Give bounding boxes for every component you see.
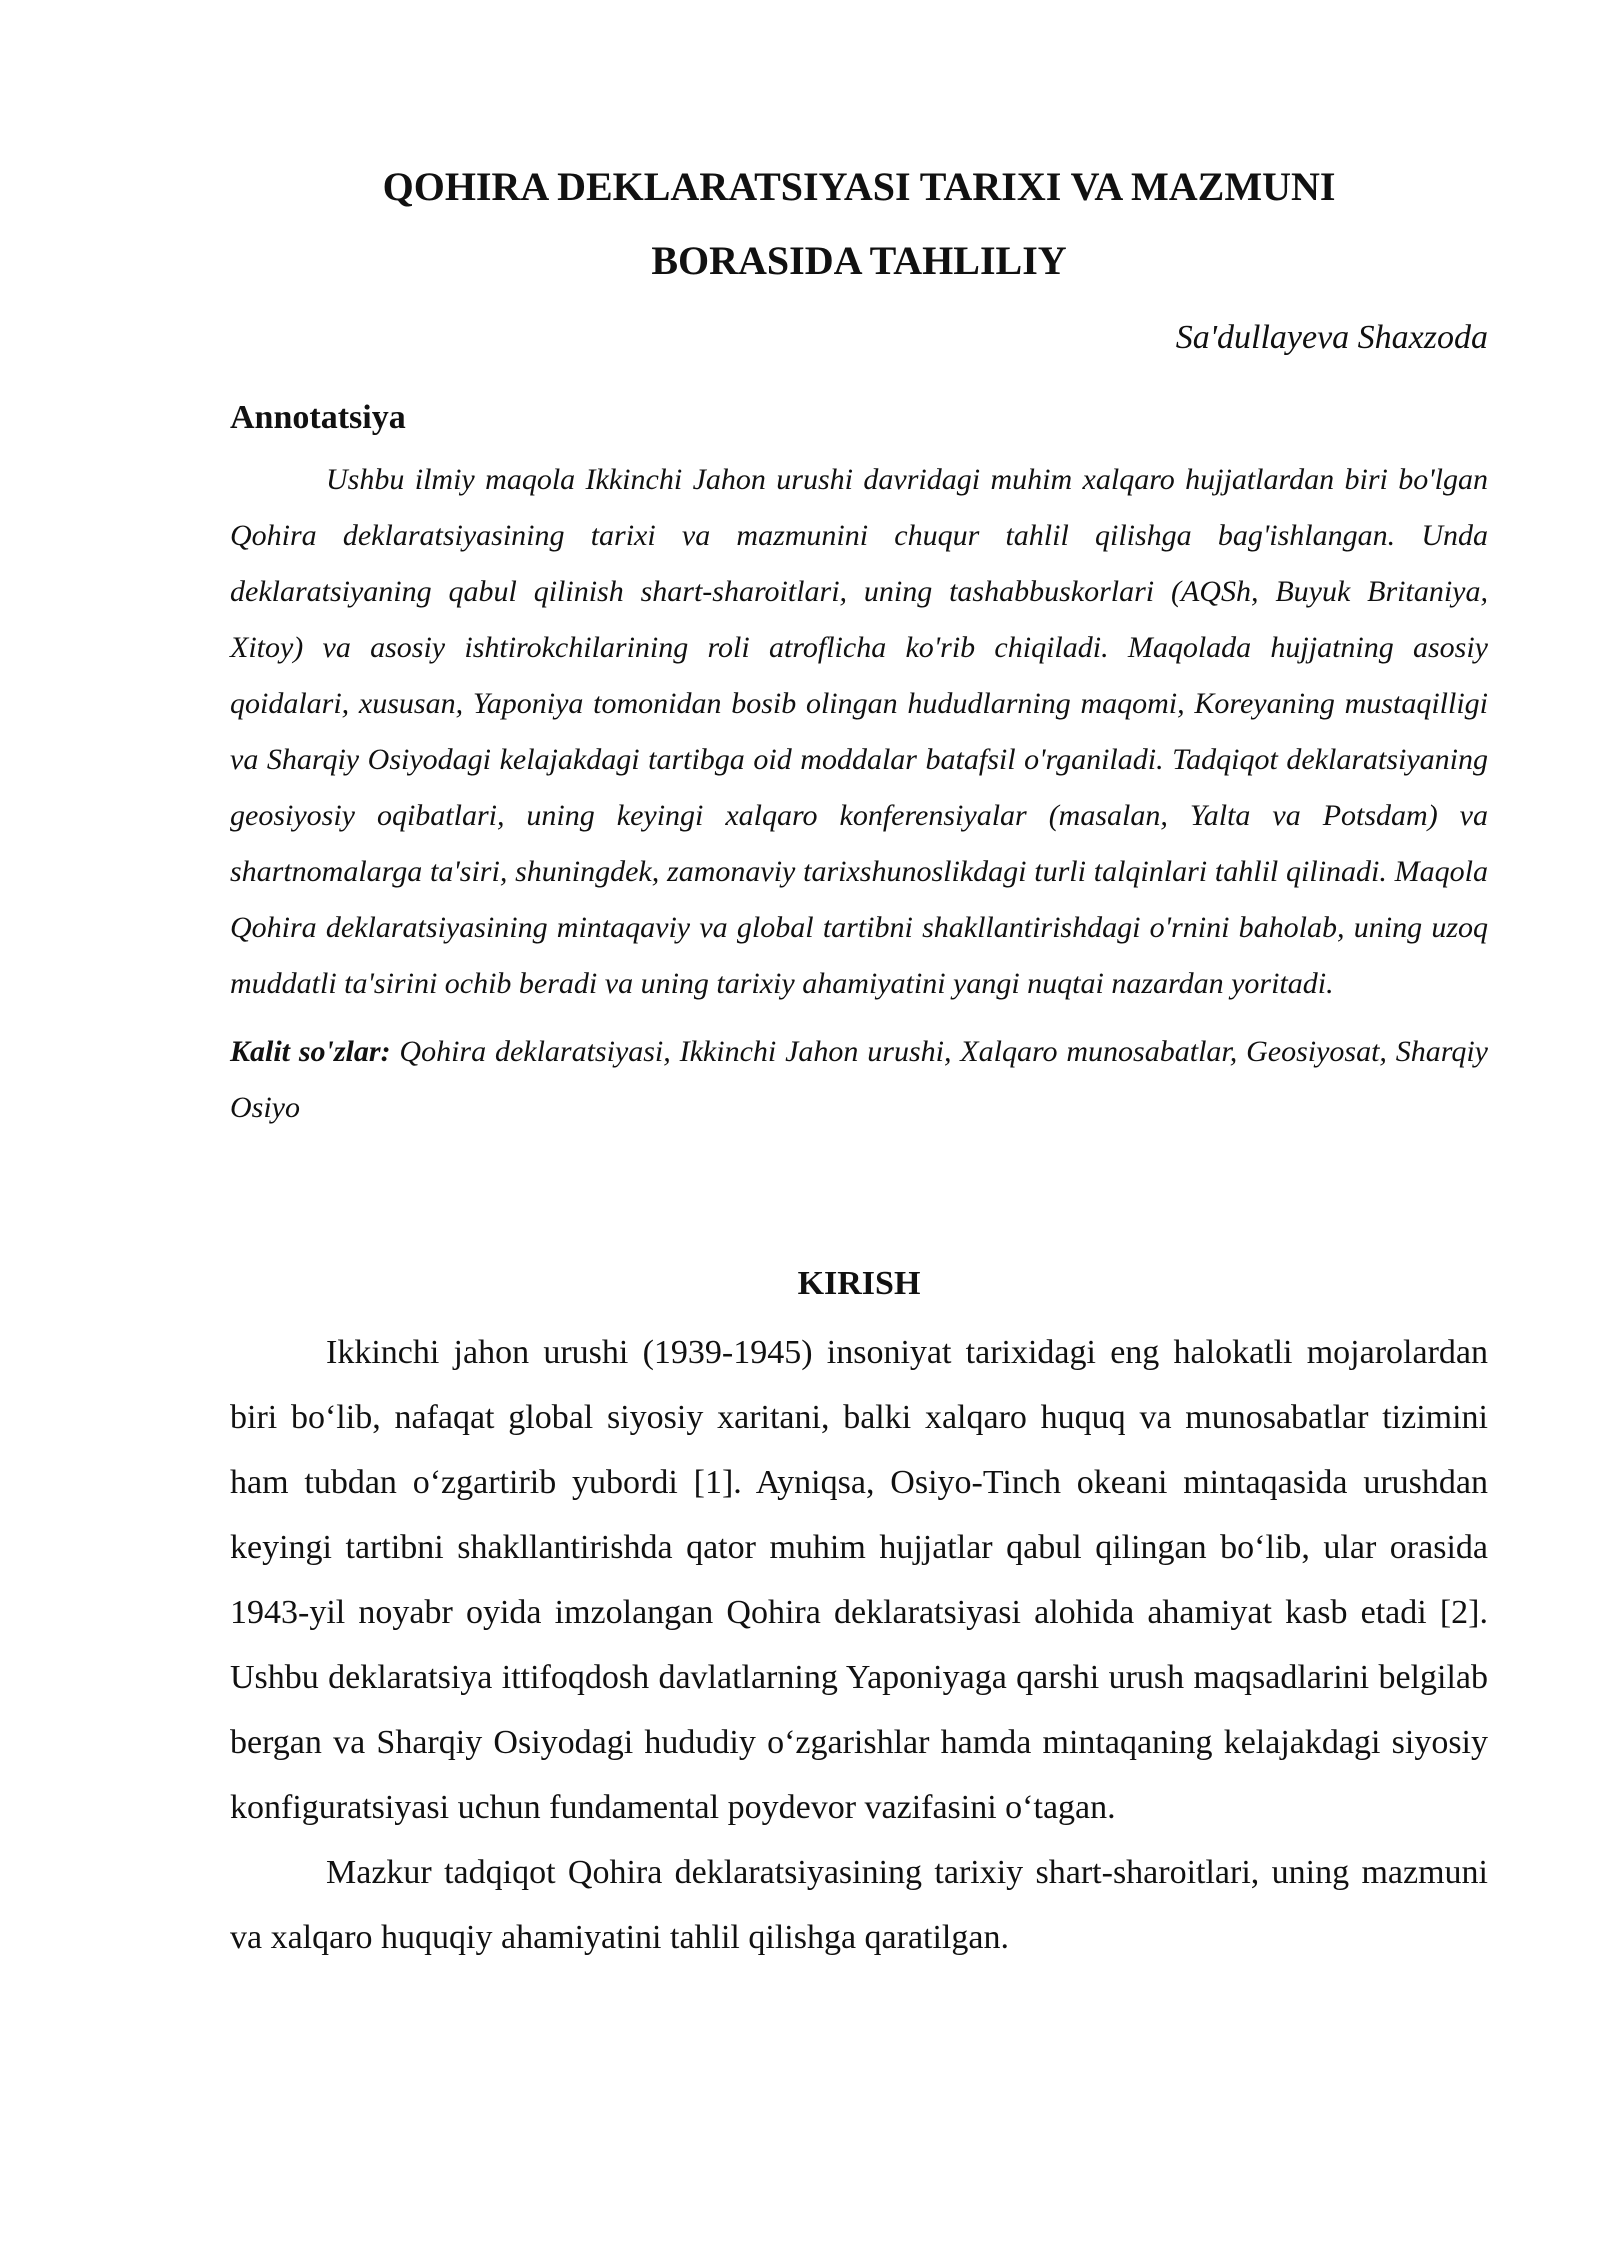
keywords-label: Kalit so'zlar: (230, 1035, 391, 1068)
annotation-heading: Annotatsiya (230, 399, 406, 436)
abstract-text: Ushbu ilmiy maqola Ikkinchi Jahon urushi davridagi muhim xalqaro hujjatlardan biri bo'lgan Qohira deklaratsiyasining tarixi va mazmunini chuqur tahlil qilishga bag'ishlangan. Unda deklaratsiyaning qabul qilinish shart-sharoitlari, uning tashabbuskorlari (AQSh, Buyuk Britaniya, Xitoy) va asosiy ishtirokchilarining roli atroflicha ko'rib chiqiladi. Maqolada hujjatning asosiy qoidalari, xususan, Yaponiya tomonidan bosib olingan hududlarning maqomi, Koreyaning mustaqilligi va Sharqiy Osiyodagi kelajakdagi tartibga oid moddalar batafsil o'rganiladi. Tadqiqot deklaratsiyaning geosiyosiy oqibatlari, uning keyingi xalqaro konferensiyalar (masalan, Yalta va Potsdam) va shartnomalarga ta'siri, shuningdek, zamonaviy tarixshunoslikdagi turli talqinlari tahlil qilinadi. Maqola Qohira deklaratsiyasining mintaqaviy va global tartibni shakllantirishdagi o'rnini baholab, uning uzoq muddatli ta'sirini ochib beradi va uning tarixiy ahamiyatini yangi nuqtai nazardan yoritadi. (230, 463, 1488, 1000)
author-name: Sa'dullayeva Shaxzoda (1175, 319, 1488, 356)
title-line-1: QOHIRA DEKLARATSIYASI TARIXI VA MAZMUNI (382, 164, 1336, 209)
intro-heading: KIRISH (797, 1265, 921, 1302)
paper-title (230, 150, 1488, 298)
keywords-line (230, 1024, 1488, 1136)
intro-paragraph-2: Mazkur tadqiqot Qohira deklaratsiyasining tarixiy shart-sharoitlari, uning mazmuni va xalqaro huquqiy ahamiyatini tahlil qilishga qaratilgan. (230, 1854, 1488, 1956)
intro-paragraph-1: Ikkinchi jahon urushi (1939-1945) insoniyat tarixidagi eng halokatli mojarolardan biri bo‘lib, nafaqat global siyosiy xaritani, balki xalqaro huquq va munosabatlar tizimini ham tubdan o‘zgartirib yubordi [1]. Ayniqsa, Osiyo-Tinch okeani mintaqasida urushdan keyingi tartibni shakllantirishda qator muhim hujjatlar qabul qilingan bo‘lib, ular orasida 1943-yil noyabr oyida imzolangan Qohira deklaratsiyasi alohida ahamiyat kasb etadi [2]. Ushbu deklaratsiya ittifoqdosh davlatlarning Yaponiyaga qarshi urush maqsadlarini belgilab bergan va Sharqiy Osiyodagi hududiy o‘zgarishlar hamda mintaqaning kelajakdagi siyosiy konfiguratsiyasi uchun fundamental poydevor vazifasini o‘tagan. (230, 1334, 1488, 1826)
document-page (230, 150, 1488, 1970)
keywords-list: Qohira deklaratsiyasi, Ikkinchi Jahon urushi, Xalqaro munosabatlar, Geosiyosat, Sharqiy Osiyo (230, 1035, 1488, 1124)
title-line-2: BORASIDA TAHLILIY (651, 238, 1067, 283)
